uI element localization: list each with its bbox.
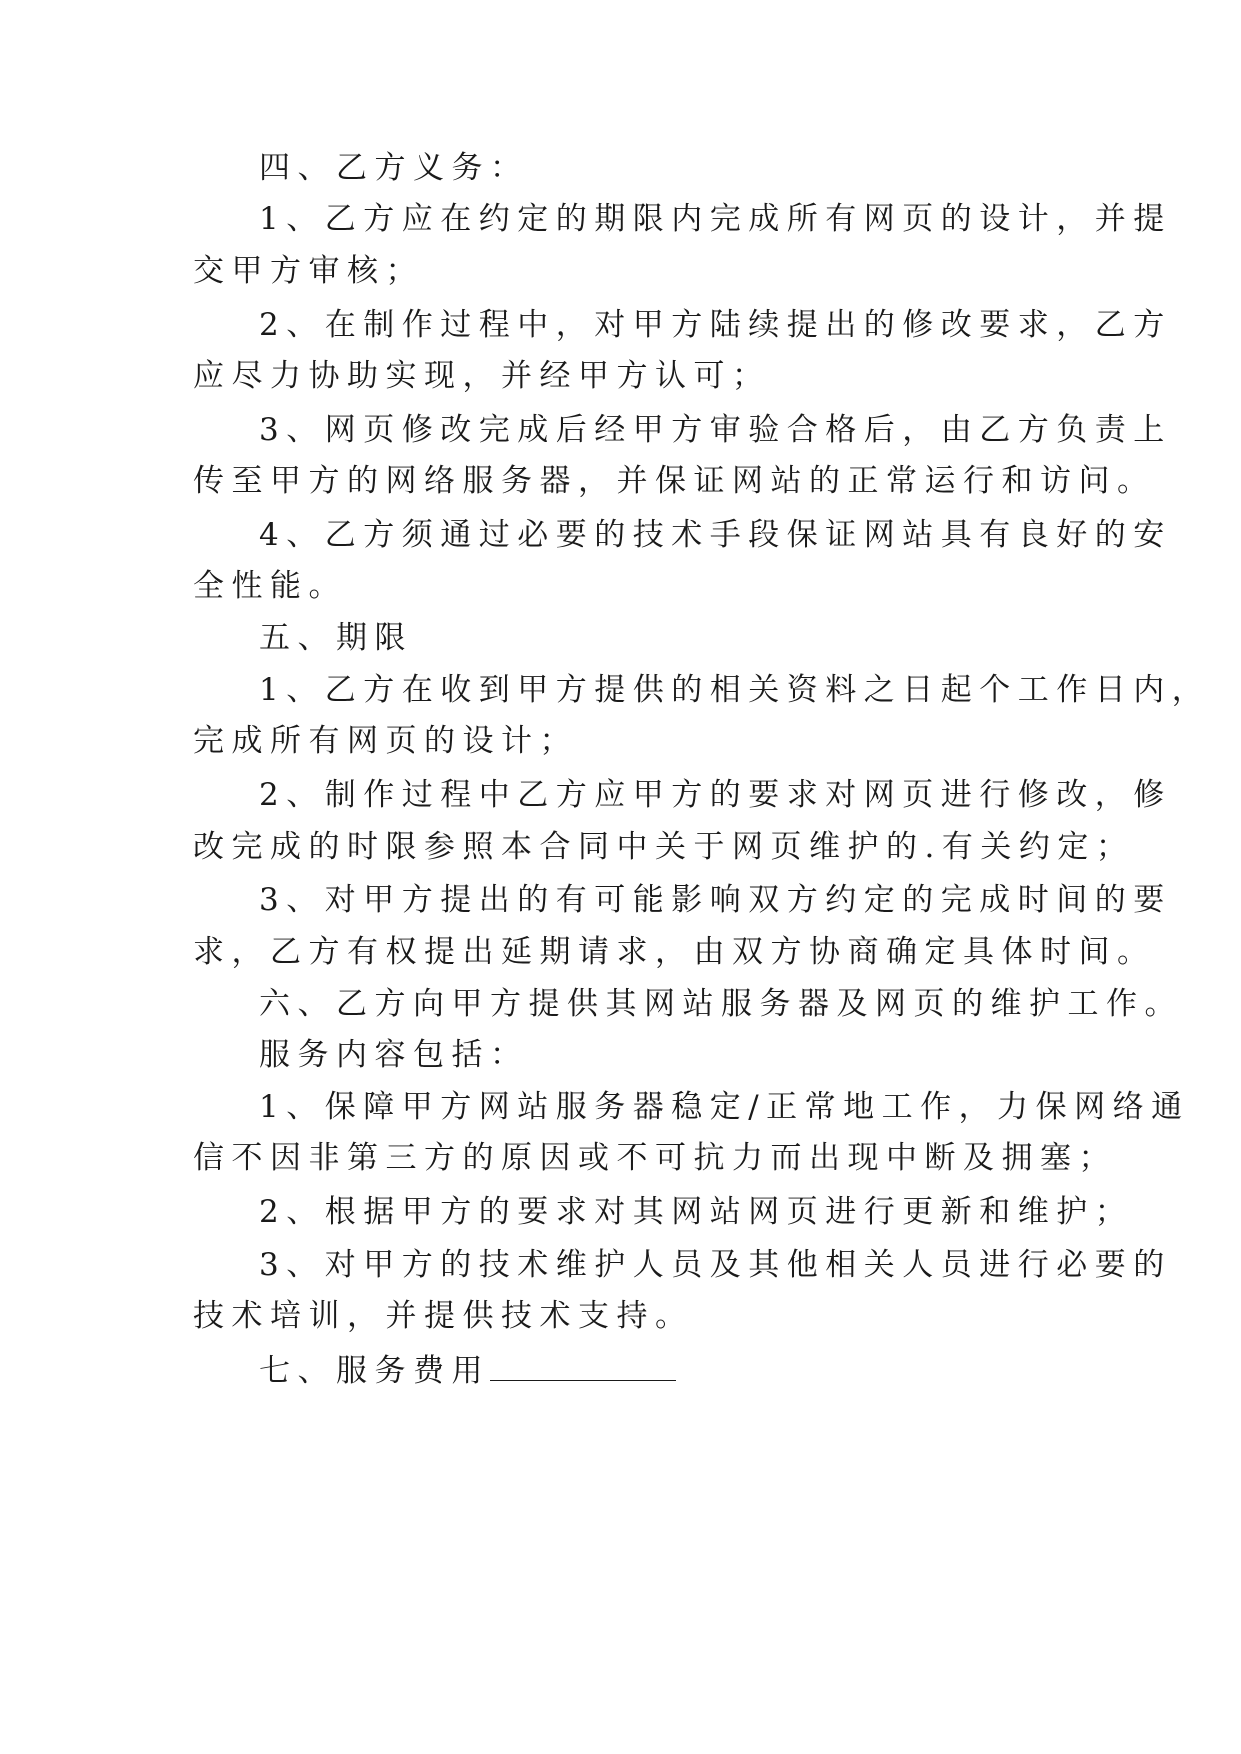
section-6-item-3-line-2: 技术培训，并提供技术支持。 xyxy=(193,1298,694,1334)
section-7-heading: 七、服务费用 xyxy=(259,1353,490,1389)
section-7-line xyxy=(259,1350,676,1391)
section-4-item-2-line-1: 2、在制作过程中，对甲方陆续提出的修改要求，乙方 xyxy=(259,307,1172,343)
section-6-item-3-line-1: 3、对甲方的技术维护人员及其他相关人员进行必要的 xyxy=(259,1247,1172,1283)
section-5-item-2-line-1: 2、制作过程中乙方应甲方的要求对网页进行修改，修 xyxy=(259,777,1172,813)
section-5-item-1-line-1: 1、乙方在收到甲方提供的相关资料之日起个工作日内， xyxy=(259,672,1211,708)
section-5-heading: 五、期限 xyxy=(259,620,413,656)
section-6-item-1-line-2: 信不因非第三方的原因或不可抗力而出现中断及拥塞； xyxy=(193,1140,1117,1176)
section-6-heading: 六、乙方向甲方提供其网站服务器及网页的维护工作。 xyxy=(259,986,1183,1022)
section-6-item-2-line-1: 2、根据甲方的要求对其网站网页进行更新和维护； xyxy=(259,1194,1134,1230)
section-4-item-1-line-1: 1、乙方应在约定的期限内完成所有网页的设计，并提 xyxy=(259,201,1172,237)
section-5-item-3-line-1: 3、对甲方提出的有可能影响双方约定的完成时间的要 xyxy=(259,882,1172,918)
section-6-intro: 服务内容包括： xyxy=(259,1037,529,1073)
section-5-item-1-line-2: 完成所有网页的设计； xyxy=(193,723,578,759)
section-6-item-1-line-1: 1、保障甲方网站服务器稳定/正常地工作，力保网络通 xyxy=(259,1089,1190,1125)
section-4-item-3-line-1: 3、网页修改完成后经甲方审验合格后，由乙方负责上 xyxy=(259,412,1172,448)
section-4-item-4-line-1: 4、乙方须通过必要的技术手段保证网站具有良好的安 xyxy=(259,517,1172,553)
section-4-item-1-line-2: 交甲方审核； xyxy=(193,253,424,289)
section-4-heading: 四、乙方义务： xyxy=(259,150,529,186)
fee-blank-underline xyxy=(490,1350,676,1381)
section-4-item-3-line-2: 传至甲方的网络服务器，并保证网站的正常运行和访问。 xyxy=(193,463,1156,499)
section-5-item-3-line-2: 求，乙方有权提出延期请求，由双方协商确定具体时间。 xyxy=(193,934,1156,970)
section-4-item-4-line-2: 全性能。 xyxy=(193,568,347,604)
section-5-item-2-line-2: 改完成的时限参照本合同中关于网页维护的.有关约定； xyxy=(193,829,1135,865)
section-4-item-2-line-2: 应尽力协助实现，并经甲方认可； xyxy=(193,358,771,394)
